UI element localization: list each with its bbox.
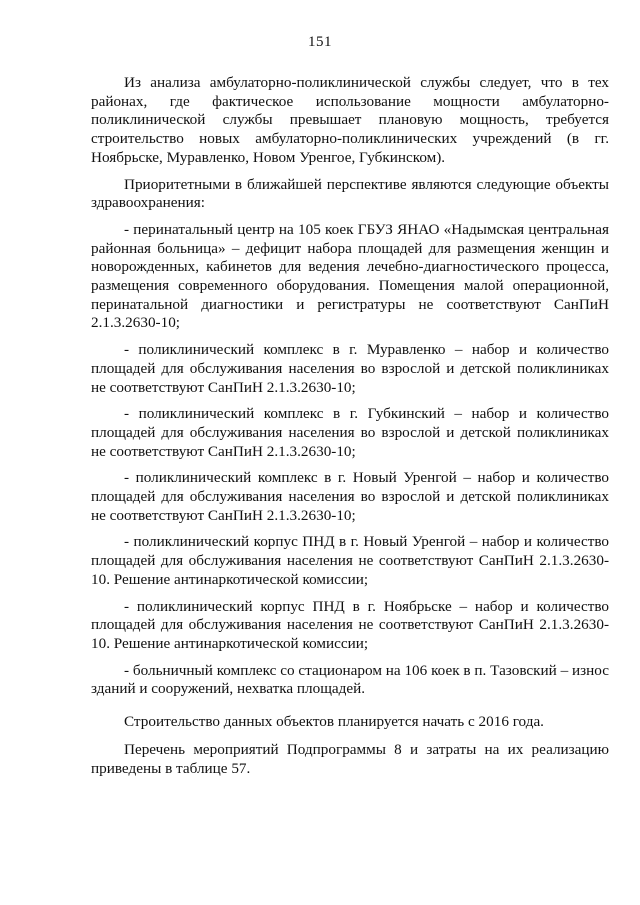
document-body	[91, 74, 609, 778]
paragraph-construction-start: Строительство данных объектов планируется начать с 2016 года.	[124, 713, 544, 731]
list-item-pnd-noyabrsk: - поликлинический корпус ПНД в г. Ноябрьске – набор и количество площадей для обслуживания населения не соответствуют СанПиН 2.1.3.2630-10. Решение антинаркотической комиссии;	[91, 597, 609, 652]
list-item-novy-urengoy: - поликлинический комплекс в г. Новый Уренгой – набор и количество площадей для обслуживания населения во взрослой и детской поликлиниках не соответствуют СанПиН 2.1.3.2630-10;	[91, 469, 609, 524]
paragraph-analysis: Из анализа амбулаторно-поликлинической службы следует, что в тех районах, где фактическое использование мощности амбулаторно-поликлинической службы превышает плановую мощность, требуется строительство новых амбулаторно-поликлинических учреждений (в гг. Ноябрьске, Муравленко, Новом Уренгое, Губкинском).	[91, 74, 609, 166]
list-item-pnd-novy-urengoy: - поликлинический корпус ПНД в г. Новый Уренгой – набор и количество площадей для обслуживания населения не соответствуют СанПиН 2.1.3.2630-10. Решение антинаркотической комиссии;	[91, 533, 609, 588]
paragraph-priority-intro: Приоритетными в ближайшей перспективе являются следующие объекты здравоохранения:	[91, 175, 609, 212]
page-number: 151	[308, 34, 332, 50]
list-item-tazovsky: - больничный комплекс со стационаром на 106 коек в п. Тазовский – износ зданий и сооружений, нехватка площадей.	[91, 661, 609, 698]
list-item-muravlenko: - поликлинический комплекс в г. Муравленко – набор и количество площадей для обслуживания населения во взрослой и детской поликлиниках не соответствуют СанПиН 2.1.3.2630-10;	[91, 341, 609, 396]
list-item-gubkinsky: - поликлинический комплекс в г. Губкинский – набор и количество площадей для обслуживания населения во взрослой и детской поликлиниках не соответствуют СанПиН 2.1.3.2630-10;	[91, 405, 609, 460]
paragraph-table-reference: Перечень мероприятий Подпрограммы 8 и затраты на их реализацию приведены в таблице 57.	[91, 740, 609, 777]
list-item-perinatal-center: - перинатальный центр на 105 коек ГБУЗ ЯНАО «Надымская центральная районная больница» – дефицит набора площадей для размещения женщин и новорожденных, кабинетов для ведения лечебно-диагностического процесса, размещения современного оборудования. Помещения малой операционной, перинатальной диагностики и регистратуры не соответствуют СанПиН 2.1.3.2630-10;	[91, 220, 609, 332]
